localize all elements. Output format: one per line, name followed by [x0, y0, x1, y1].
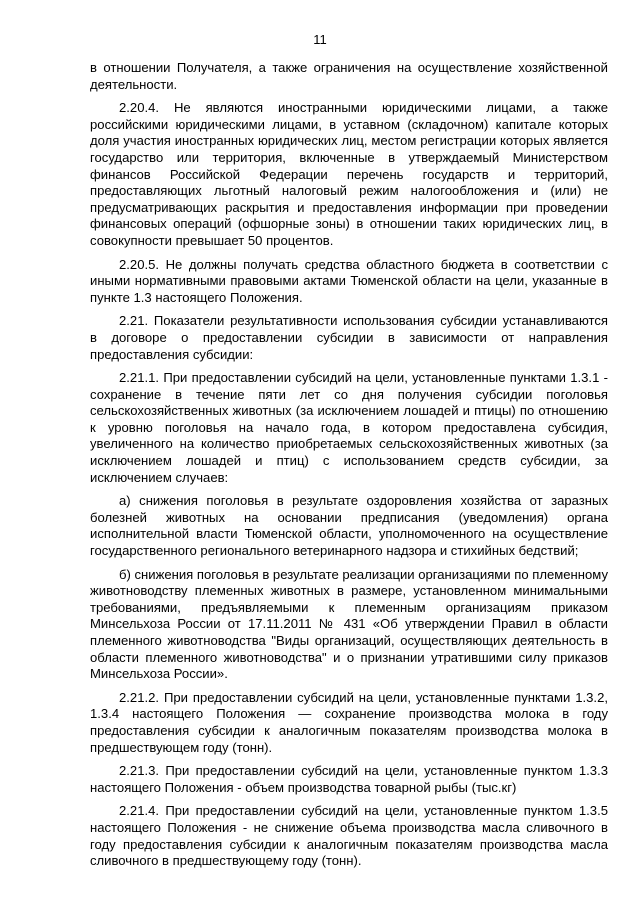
paragraph-2-20-4: 2.20.4. Не являются иностранными юридическими лицами, а также российскими юридическими лицами, в уставном (складочном) капитале которых доля участия иностранных юридических лиц, местом регистрации которых является государство или территория, включенные в утверждаемый Министерством финансов Российской Федерации перечень государств и территорий, предоставляющих льготный налоговый режим налогообложения и (или) не предусматривающих раскрытия и предоставления информации при проведении финансовых операций (офшорные зоны) в отношении таких юридических лиц, в совокупности превышает 50 процентов.	[90, 100, 608, 248]
paragraph-2-21-3: 2.21.3. При предоставлении субсидий на цели, установленные пунктом 1.3.3 настоящего Положения - объем производства товарной рыбы (тыс.кг)	[90, 763, 608, 795]
paragraph-continuation: в отношении Получателя, а также ограничения на осуществление хозяйственной деятельности.	[90, 60, 608, 92]
paragraph-2-21-4: 2.21.4. При предоставлении субсидий на цели, установленные пунктом 1.3.5 настоящего Положения - не снижение объема производства масла сливочного в году предоставления субсидии к аналогичным показателям производства масла сливочного в предшествующему году (тонн).	[90, 803, 608, 869]
paragraph-2-21-2: 2.21.2. При предоставлении субсидий на цели, установленные пунктами 1.3.2, 1.3.4 настоящего Положения — сохранение производства молока в году предоставления субсидии к аналогичным показателям производства молока в предшествующем году (тонн).	[90, 689, 608, 755]
paragraph-2-20-5: 2.20.5. Не должны получать средства областного бюджета в соответствии с иными нормативными правовыми актами Тюменской области на цели, указанные в пункте 1.3 настоящего Положения.	[90, 256, 608, 305]
paragraph-item-a: а) снижения поголовья в результате оздоровления хозяйства от заразных болезней животных на основании предписания (уведомления) органа исполнительной власти Тюменской области, уполномоченного на осуществление государственного регионального ветеринарного надзора и стихийных бедствий;	[90, 493, 608, 559]
document-body	[90, 60, 608, 877]
page-number: 11	[313, 32, 327, 47]
paragraph-item-b: б) снижения поголовья в результате реализации организациями по племенному животноводству племенных животных в размере, установленном минимальными требованиями, предъявляемыми к племенным организациям приказом Минсельхоза России от 17.11.2011 № 431 «Об утверждении Правил в области племенного животноводства "Виды организаций, осуществляющих деятельность в области племенного животноводства" и о признании утратившими силу приказов Минсельхоза России».	[90, 566, 608, 682]
paragraph-2-21-1: 2.21.1. При предоставлении субсидий на цели, установленные пунктами 1.3.1 - сохранение в течение пяти лет со дня получения субсидии поголовья сельскохозяйственных животных (за исключением лошадей и птицы) по отношению к уровню поголовья на начало года, в котором предоставлена субсидия, увеличенного на количество приобретаемых сельскохозяйственных животных (за исключением лошадей и птиц) с использованием средств субсидии, за исключением случаев:	[90, 370, 608, 485]
paragraph-2-21: 2.21. Показатели результативности использования субсидии устанавливаются в договоре о предоставлении субсидии в зависимости от направления предоставления субсидии:	[90, 313, 608, 362]
